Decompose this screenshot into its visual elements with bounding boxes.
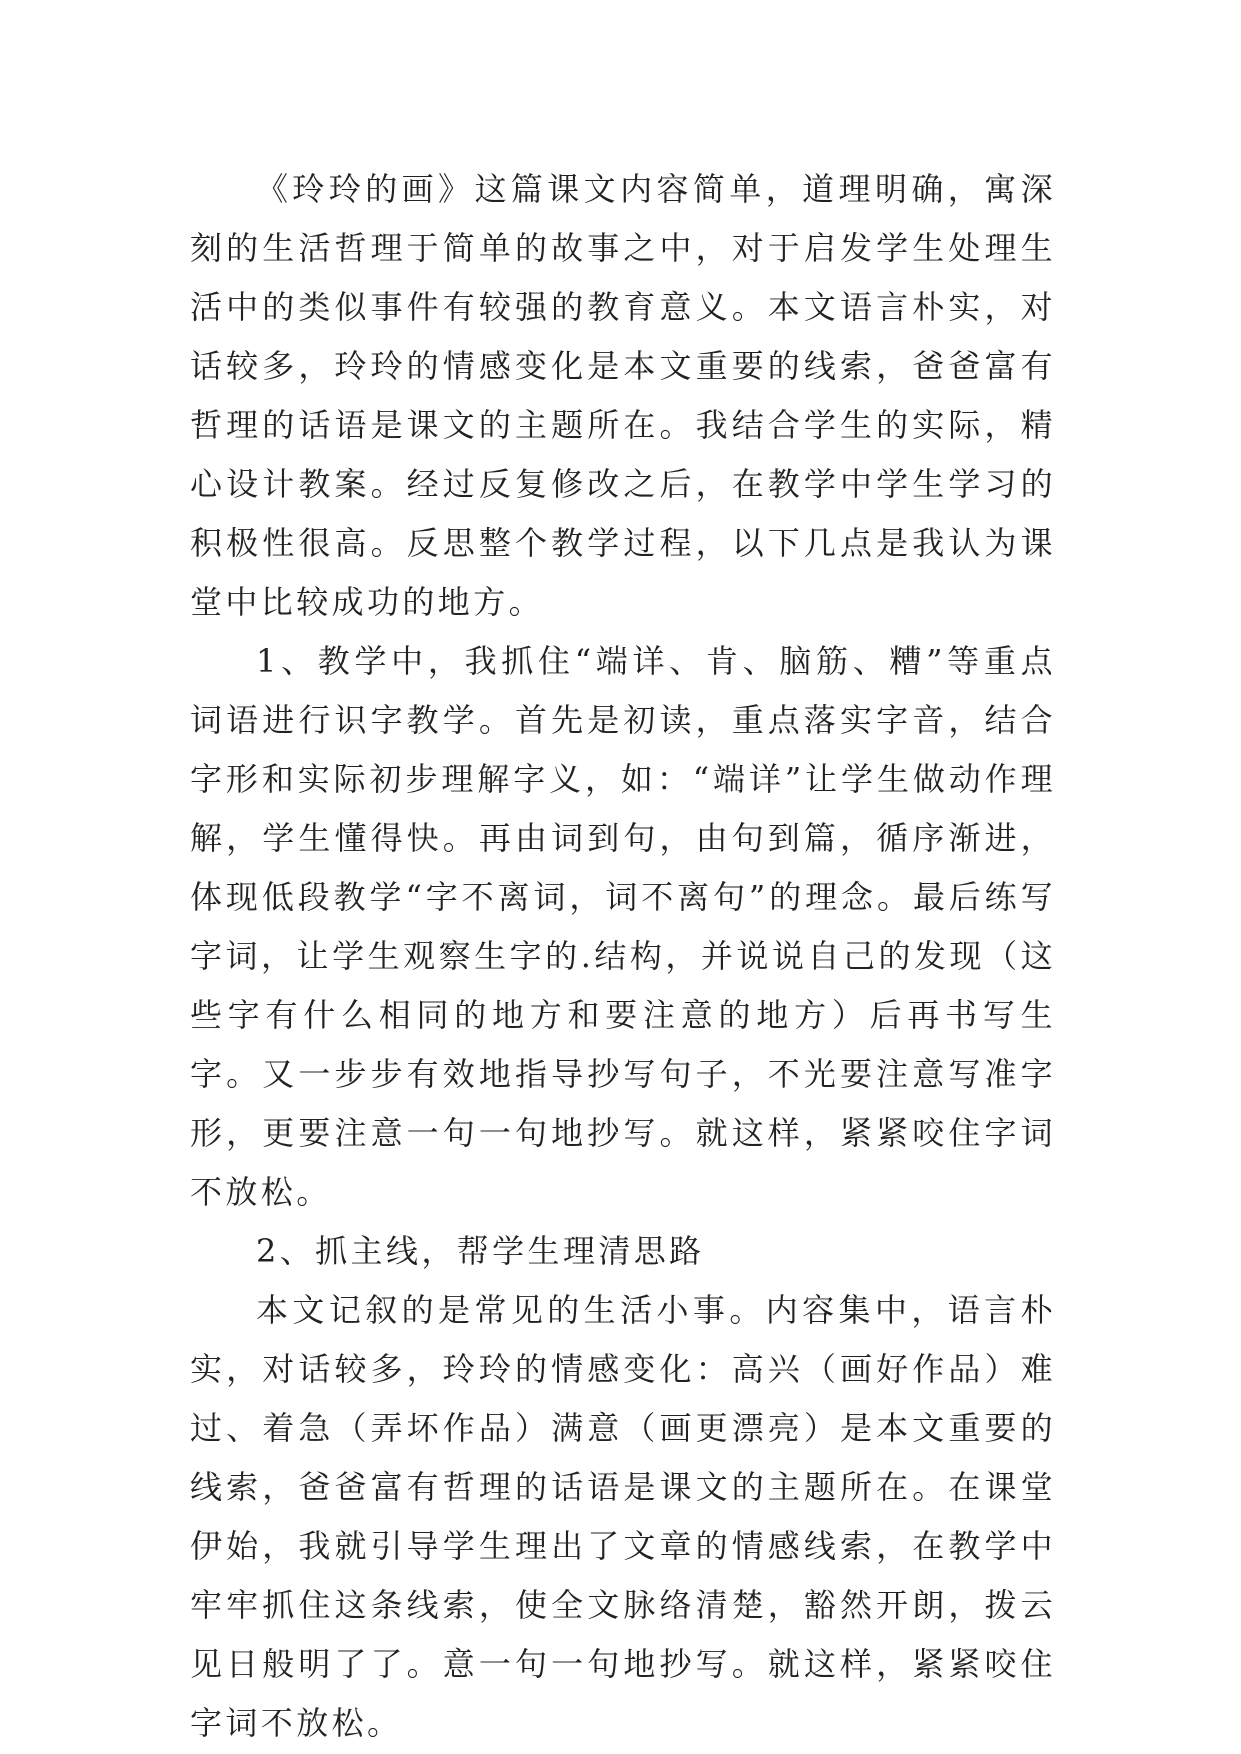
paragraph-point-2-body: 本文记叙的是常见的生活小事。内容集中，语言朴实，对话较多，玲玲的情感变化：高兴（画好作品）难过、着急（弄坏作品）满意（画更漂亮）是本文重要的线索，爸爸富有哲理的话语是课文的主题所在。在课堂伊始，我就引导学生理出了文章的情感线索，在教学中牢牢抓住这条线索，使全文脉络清楚，豁然开朗，拨云见日般明了了。意一句一句地抄写。就这样，紧紧咬住字词不放松。 (190, 1291, 1056, 1742)
paragraph-intro: 《玲玲的画》这篇课文内容简单，道理明确，寓深刻的生活哲理于简单的故事之中，对于启发学生处理生活中的类似事件有较强的教育意义。本文语言朴实，对话较多，玲玲的情感变化是本文重要的线索，爸爸富有哲理的话语是课文的主题所在。我结合学生的实际，精心设计教案。经过反复修改之后，在教学中学生学习的积极性很高。反思整个教学过程，以下几点是我认为课堂中比较成功的地方。 (190, 170, 1056, 621)
paragraph-point-2-heading: 2、抓主线，帮学生理清思路 (256, 1232, 705, 1270)
document-body (190, 160, 1056, 1753)
paragraph-point-1: 1、教学中，我抓住“端详、肯、脑筋、糟”等重点词语进行识字教学。首先是初读，重点落实字音，结合字形和实际初步理解字义，如：“端详”让学生做动作理解，学生懂得快。再由词到句，由句到篇，循序渐进，体现低段教学“字不离词，词不离句”的理念。最后练写字词，让学生观察生字的.结构，并说说自己的发现（这些字有什么相同的地方和要注意的地方）后再书写生字。又一步步有效地指导抄写句子，不光要注意写准字形，更要注意一句一句地抄写。就这样，紧紧咬住字词不放松。 (190, 642, 1056, 1211)
